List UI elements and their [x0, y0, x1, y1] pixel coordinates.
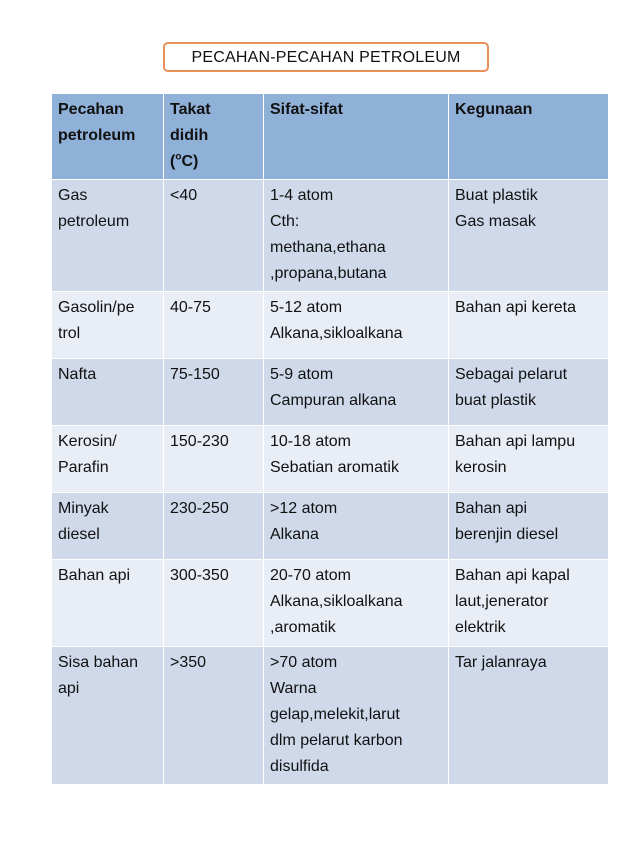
properties-cell-line: 5-9 atom: [270, 366, 334, 383]
table-row: [52, 647, 609, 785]
degree-sign: o: [175, 151, 182, 163]
uses-cell-line: Bahan api kereta: [455, 299, 576, 316]
properties-cell-line: dlm pelarut karbon: [270, 732, 403, 749]
fraction-cell-line: Kerosin/: [58, 433, 117, 450]
unit-open: (: [170, 153, 176, 170]
uses-cell-line: Buat plastik: [455, 187, 538, 204]
header-boiling-line: Takat: [170, 101, 211, 118]
fraction-cell: [52, 560, 164, 647]
fraction-cell-line: Parafin: [58, 459, 109, 476]
properties-cell: [264, 426, 449, 493]
properties-cell: [264, 560, 449, 647]
boiling-point-cell-value: 40-75: [170, 299, 211, 316]
petroleum-fractions-table: [51, 93, 609, 785]
properties-cell: [264, 647, 449, 785]
boiling-point-cell: [164, 292, 264, 359]
boiling-point-cell: [164, 647, 264, 785]
properties-cell: [264, 180, 449, 292]
uses-cell-line: Gas masak: [455, 213, 536, 230]
header-fraction-line: petroleum: [58, 127, 136, 144]
fraction-cell: [52, 180, 164, 292]
properties-cell-line: ,aromatik: [270, 619, 336, 636]
properties-cell-line: 1-4 atom: [270, 187, 334, 204]
uses-cell-line: Bahan api: [455, 500, 528, 517]
header-properties: [264, 94, 449, 180]
uses-cell: [449, 180, 609, 292]
fraction-cell-line: Sisa bahan: [58, 654, 139, 671]
properties-cell: [264, 292, 449, 359]
properties-cell-line: 10-18 atom: [270, 433, 351, 450]
properties-cell-line: >70 atom: [270, 654, 338, 671]
header-boiling-unit: [170, 149, 257, 175]
uses-cell-line: laut,jenerator: [455, 593, 549, 610]
uses-cell-line: Bahan api kapal: [455, 567, 570, 584]
fraction-cell-line: Nafta: [58, 366, 97, 383]
header-boiling-line: didih: [170, 127, 209, 144]
uses-cell-line: elektrik: [455, 619, 506, 636]
fraction-cell-line: trol: [58, 325, 81, 342]
fraction-cell-line: Gasolin/pe: [58, 299, 135, 316]
fraction-cell-line: Minyak: [58, 500, 109, 517]
properties-cell-line: ,propana,butana: [270, 265, 387, 282]
page-title: PECAHAN-PECAHAN PETROLEUM: [163, 42, 489, 72]
table-header-row: [52, 94, 609, 180]
uses-cell: [449, 647, 609, 785]
boiling-point-cell: [164, 560, 264, 647]
properties-cell-line: disulfida: [270, 758, 329, 775]
fraction-cell-line: diesel: [58, 526, 100, 543]
boiling-point-cell-value: 150-230: [170, 433, 229, 450]
properties-cell-line: 5-12 atom: [270, 299, 343, 316]
properties-cell-line: methana,ethana: [270, 239, 386, 256]
uses-cell: [449, 560, 609, 647]
uses-cell-line: buat plastik: [455, 392, 536, 409]
fraction-cell: [52, 292, 164, 359]
boiling-point-cell-value: 300-350: [170, 567, 229, 584]
header-fraction: [52, 94, 164, 180]
uses-cell-line: Bahan api lampu: [455, 433, 576, 450]
table-row: [52, 180, 609, 292]
fraction-cell: [52, 359, 164, 426]
fraction-cell: [52, 426, 164, 493]
uses-cell: [449, 359, 609, 426]
uses-cell-line: kerosin: [455, 459, 507, 476]
boiling-point-cell-value: >350: [170, 654, 207, 671]
properties-cell-line: Campuran alkana: [270, 392, 397, 409]
table-row: [52, 493, 609, 560]
uses-cell: [449, 292, 609, 359]
properties-cell-line: Cth:: [270, 213, 300, 230]
fraction-cell-line: petroleum: [58, 213, 130, 230]
table-row: [52, 560, 609, 647]
properties-cell: [264, 493, 449, 560]
header-uses-label: Kegunaan: [455, 101, 533, 118]
header-fraction-line: Pecahan: [58, 101, 124, 118]
header-boiling-point: [164, 94, 264, 180]
properties-cell-line: Sebatian aromatik: [270, 459, 399, 476]
fraction-cell-line: Gas: [58, 187, 88, 204]
boiling-point-cell-value: 75-150: [170, 366, 220, 383]
uses-cell-line: berenjin diesel: [455, 526, 559, 543]
unit-close: C): [181, 153, 199, 170]
boiling-point-cell: [164, 180, 264, 292]
fraction-cell: [52, 493, 164, 560]
fraction-cell-line: Bahan api: [58, 567, 131, 584]
properties-cell-line: gelap,melekit,larut: [270, 706, 400, 723]
properties-cell-line: Alkana: [270, 526, 319, 543]
properties-cell-line: >12 atom: [270, 500, 338, 517]
fraction-cell: [52, 647, 164, 785]
boiling-point-cell-value: 230-250: [170, 500, 229, 517]
properties-cell: [264, 359, 449, 426]
table-body: [52, 180, 609, 785]
boiling-point-cell: [164, 426, 264, 493]
table-row: [52, 292, 609, 359]
properties-cell-line: 20-70 atom: [270, 567, 351, 584]
properties-cell-line: Warna: [270, 680, 317, 697]
boiling-point-cell: [164, 359, 264, 426]
uses-cell: [449, 426, 609, 493]
table-row: [52, 359, 609, 426]
fraction-cell-line: api: [58, 680, 80, 697]
header-properties-label: Sifat-sifat: [270, 101, 343, 118]
uses-cell-line: Tar jalanraya: [455, 654, 547, 671]
header-uses: [449, 94, 609, 180]
boiling-point-cell: [164, 493, 264, 560]
properties-cell-line: Alkana,sikloalkana: [270, 325, 403, 342]
uses-cell: [449, 493, 609, 560]
properties-cell-line: Alkana,sikloalkana: [270, 593, 403, 610]
uses-cell-line: Sebagai pelarut: [455, 366, 568, 383]
boiling-point-cell-value: <40: [170, 187, 198, 204]
table-row: [52, 426, 609, 493]
